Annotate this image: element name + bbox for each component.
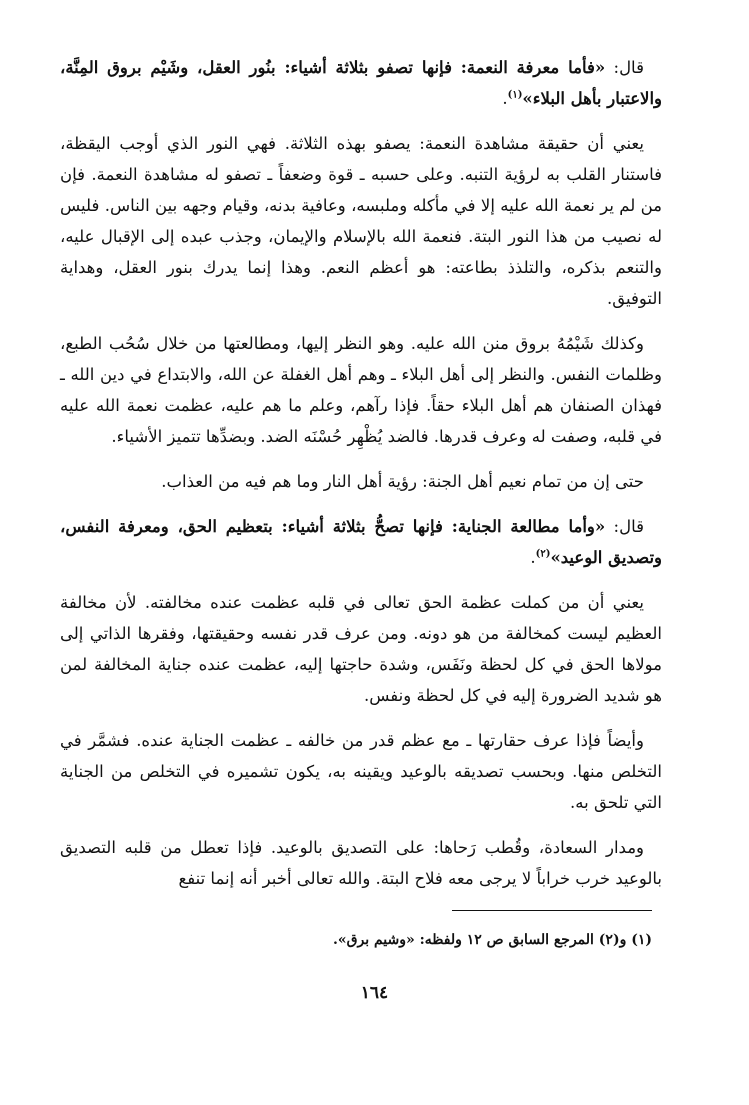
quote-paragraph [60,52,662,114]
text-paragraph: وكذلك شَيْمُهُ بروق منن الله عليه. وهو النظر إليها، ومطالعتها من خلال سُحُب الطبع، وظلمات النفس. والنظر إلى أهل البلاء ـ وهم أهل الغفلة عن الله، والابتداع في دين الله ـ فهذان الصنفان هم أهل البلاء حقاً. فإذا رآهم، وعلم ما هم عليه، عظمت نعمة الله عليه في قلبه، وصفت له وعرف قدرها. فالضد يُظْهِر حُسْنَه الضد. وبضدِّها تتميز الأشياء. [60,334,662,446]
text-paragraph: يعني أن حقيقة مشاهدة النعمة: يصفو بهذه الثلاثة. فهي النور الذي أوجب اليقظة، فاستنار القلب به لرؤية التنبه. وعلى حسبه ـ قوة وضعفاً ـ تصفو له مشاهدة النعمة. فإن من لم ير نعمة الله عليه إلا في مأكله وملبسه، وعافية بدنه، وقيام وجهه بين الناس. فليس له نصيب من هذا النور البتة. فنعمة الله بالإسلام والإيمان، وجذب عبده إلى الإقبال عليه، والتنعم بذكره، والتلذذ بطاعته: هو أعظم النعم. وهذا إنما يدرك بنور العقل، وهداية التوفيق. [60,134,662,308]
text-paragraph: يعني أن من كملت عظمة الحق تعالى في قلبه عظمت عنده مخالفته. لأن مخالفة العظيم ليست كمخالفة من هو دونه. ومن عرف قدر نفسه وحقيقتها، وفقرها الذاتي إلى مولاها الحق في كل لحظة ونَفَس، وشدة حاجتها إليه، عظمت عنده جناية المخالفة لمن هو شديد الضرورة إليه في كل لحظة ونفس. [60,593,662,705]
footnote-divider [452,910,652,911]
quote-text: «وأما مطالعة الجناية: فإنها تصحُّ بثلاثة أشياء: بتعظيم الحق، ومعرفة النفس، وتصديق الوعيد» [60,517,662,567]
quote-text: «فأما معرفة النعمة: فإنها تصفو بثلاثة أشياء: بنُور العقل، وشَيْم بروق المِنَّة، والاعتبار بأهل البلاء» [60,58,662,108]
body-text [60,52,662,908]
quote-prefix: قال: [605,517,644,536]
footnote: (١) و(٢) المرجع السابق ص ١٢ ولفظه: «وشيم برق». [332,932,652,948]
footnote-marker: (٢) [535,548,551,560]
text-paragraph: ومدار السعادة، وقُطب رَحاها: على التصديق بالوعيد. فإذا تعطل من قلبه التصديق بالوعيد خرب خراباً لا يرجى معه فلاح البتة. والله تعالى أخبر أنه إنما تنفع [60,838,662,888]
quote-end: . [530,548,536,567]
text-paragraph: حتى إن من تمام نعيم أهل الجنة: رؤية أهل النار وما هم فيه من العذاب. [161,472,644,491]
quote-end: . [502,89,508,108]
footnote-marker: (١) [507,89,523,101]
text-paragraph: وأيضاً فإذا عرف حقارتها ـ مع عظم قدر من خالفه ـ عظمت الجناية عنده. فشمَّر في التخلص منها. وبحسب تصديقه بالوعيد ويقينه به، يكون تشميره في التخلص من الجناية التي تلحق به. [60,731,662,812]
quote-paragraph [60,511,662,573]
quote-prefix: قال: [605,58,644,77]
page-number: ١٦٤ [360,983,389,1003]
